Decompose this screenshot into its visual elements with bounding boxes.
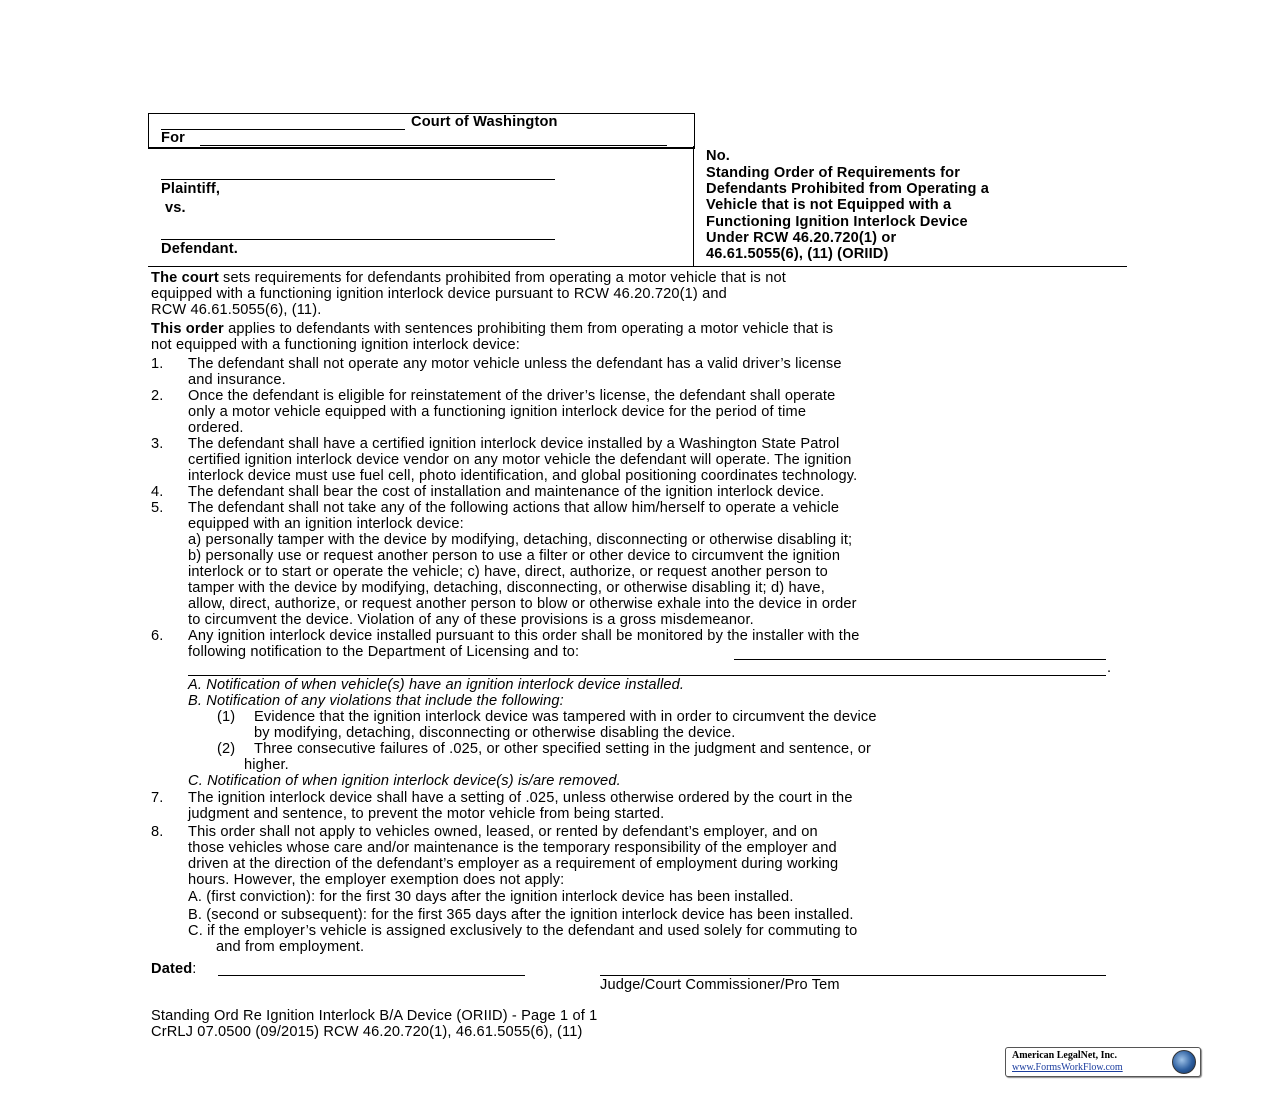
item-7-line: The ignition interlock device shall have a setting of .025, unless otherwise ordered by the court in the — [188, 790, 853, 806]
item-8-sub-b: B. (second or subsequent): for the first 365 days after the ignition interlock device has been installed. — [188, 907, 854, 923]
notification-recipient-blank[interactable] — [734, 659, 1106, 660]
item-6-line: Any ignition interlock device installed pursuant to this order shall be monitored by the installer with the — [188, 628, 860, 644]
item-8-sub-c: and from employment. — [216, 939, 365, 955]
intro-court-line-1: The court sets requirements for defendants prohibited from operating a motor vehicle that is not — [151, 270, 786, 286]
item-2-line: ordered. — [188, 420, 244, 436]
title-line: Under RCW 46.20.720(1) or — [706, 229, 897, 246]
title-line: 46.61.5055(6), (11) (ORIID) — [706, 246, 889, 263]
item-2-line: only a motor vehicle equipped with a functioning ignition interlock device for the period of time — [188, 404, 807, 420]
footer-line-1: Standing Ord Re Ignition Interlock B/A Device (ORIID) - Page 1 of 1 — [151, 1008, 598, 1024]
for-blank[interactable] — [200, 145, 667, 146]
item-6-sub-b: B. Notification of any violations that include the following: — [188, 693, 564, 709]
vs-label: vs. — [165, 200, 186, 216]
caption-divider — [693, 146, 694, 266]
logo-company-name: American LegalNet, Inc. — [1012, 1050, 1117, 1061]
item-6-sub-b1-line: by modifying, detaching, disconnecting or otherwise disabling the device. — [254, 725, 736, 741]
for-label: For — [161, 130, 185, 146]
item-5-line: a) personally tamper with the device by modifying, detaching, disconnecting or otherwise disabling it; — [188, 532, 853, 548]
item-6-line: following notification to the Department of Licensing and to: — [188, 644, 580, 660]
item-8-line: those vehicles whose care and/or maintenance is the temporary responsibility of the employer and — [188, 840, 837, 856]
notification-recipient-blank-2[interactable] — [188, 675, 1106, 676]
item-number: 1. — [151, 356, 164, 372]
item-8-line: This order shall not apply to vehicles owned, leased, or rented by defendant’s employer, and on — [188, 824, 818, 840]
item-number: 3. — [151, 436, 164, 452]
title-line: Defendants Prohibited from Operating a — [706, 181, 990, 198]
american-legalnet-logo[interactable] — [1005, 1047, 1201, 1077]
item-4-line: The defendant shall bear the cost of installation and maintenance of the ignition interlock device. — [188, 484, 825, 500]
dated-label: Dated: — [151, 961, 197, 977]
item-8-line: driven at the direction of the defendant’s employer as a requirement of employment during working — [188, 856, 839, 872]
item-number: 7. — [151, 790, 164, 806]
item-5-line: tamper with the device by modifying, detaching, disconnecting, or otherwise disabling it; d) have, — [188, 580, 825, 596]
item-number: 4. — [151, 484, 164, 500]
title-line: Functioning Ignition Interlock Device — [706, 213, 968, 230]
item-number: 8. — [151, 824, 164, 840]
item-1-line: and insurance. — [188, 372, 286, 388]
item-number: 2. — [151, 388, 164, 404]
item-5-line: b) personally use or request another person to use a filter or other device to circumvent the ignition — [188, 548, 841, 564]
item-1-line: The defendant shall not operate any motor vehicle unless the defendant has a valid driver’s license — [188, 356, 842, 372]
intro-court-line-3: RCW 46.61.5055(6), (11). — [151, 302, 322, 318]
plaintiff-label: Plaintiff, — [161, 181, 221, 197]
item-6-sub-b2-line: Three consecutive failures of .025, or other specified setting in the judgment and sentence, or — [254, 741, 872, 757]
item-6-sub-b2-num: (2) — [217, 741, 236, 757]
item-6-sub-a: A. Notification of when vehicle(s) have an ignition interlock device installed. — [188, 677, 685, 693]
item-6-sub-b2-line: higher. — [244, 757, 289, 773]
document-title — [706, 165, 989, 262]
item-5-line: The defendant shall not take any of the following actions that allow him/herself to operate a vehicle — [188, 500, 840, 516]
item-3-line: The defendant shall have a certified ignition interlock device installed by a Washington State Patrol — [188, 436, 840, 452]
judge-signature-line[interactable] — [600, 975, 1106, 976]
defendant-label: Defendant. — [161, 241, 238, 257]
defendant-blank[interactable] — [161, 239, 555, 240]
item-6-sub-c: C. Notification of when ignition interlock device(s) is/are removed. — [188, 773, 621, 789]
item-number: 5. — [151, 500, 164, 516]
title-line: Standing Order of Requirements for — [706, 165, 961, 181]
item-5-line: allow, direct, authorize, or request another person to blow or otherwise exhale into the device in order — [188, 596, 857, 612]
item-6-sub-b1-num: (1) — [217, 709, 236, 725]
case-number-label: No. — [706, 148, 730, 164]
item-7-line: judgment and sentence, to prevent the motor vehicle from being started. — [188, 806, 665, 822]
court-label: Court of Washington — [411, 114, 558, 130]
court-name-blank[interactable] — [161, 129, 405, 130]
footer-line-2: CrRLJ 07.0500 (09/2015) RCW 46.20.720(1), 46.61.5055(6), (11) — [151, 1024, 583, 1040]
caption-bottom-rule — [148, 266, 1127, 267]
item-8-sub-a: A. (first conviction): for the first 30 days after the ignition interlock device has been installed. — [188, 889, 794, 905]
item-6-period: . — [1107, 660, 1112, 676]
item-5-line: to circumvent the device. Violation of any of these provisions is a gross misdemeanor. — [188, 612, 754, 628]
logo-url-link[interactable]: www.FormsWorkFlow.com — [1012, 1062, 1123, 1073]
item-2-line: Once the defendant is eligible for reinstatement of the driver’s license, the defendant shall operate — [188, 388, 836, 404]
item-5-line: equipped with an ignition interlock device: — [188, 516, 464, 532]
intro-order-line-1: This order applies to defendants with sentences prohibiting them from operating a motor vehicle that is — [151, 321, 834, 337]
intro-order-line-2: not equipped with a functioning ignition interlock device: — [151, 337, 520, 353]
date-blank[interactable] — [218, 975, 525, 976]
item-5-line: interlock or to start or operate the vehicle; c) have, direct, authorize, or request another person to — [188, 564, 828, 580]
item-8-line: hours. However, the employer exemption does not apply: — [188, 872, 565, 888]
globe-icon — [1172, 1050, 1196, 1074]
intro-court-line-2: equipped with a functioning ignition interlock device pursuant to RCW 46.20.720(1) and — [151, 286, 727, 302]
item-6-sub-b1-line: Evidence that the ignition interlock device was tampered with in order to circumvent the device — [254, 709, 877, 725]
item-3-line: interlock device must use fuel cell, photo identification, and global positioning coordinates technology. — [188, 468, 858, 484]
plaintiff-blank[interactable] — [161, 179, 555, 180]
item-number: 6. — [151, 628, 164, 644]
judge-label: Judge/Court Commissioner/Pro Tem — [600, 977, 840, 993]
item-8-sub-c: C. if the employer’s vehicle is assigned exclusively to the defendant and used solely for commuting to — [188, 923, 858, 939]
title-line: Vehicle that is not Equipped with a — [706, 197, 952, 214]
item-3-line: certified ignition interlock device vendor on any motor vehicle the defendant will operate. The ignition — [188, 452, 852, 468]
